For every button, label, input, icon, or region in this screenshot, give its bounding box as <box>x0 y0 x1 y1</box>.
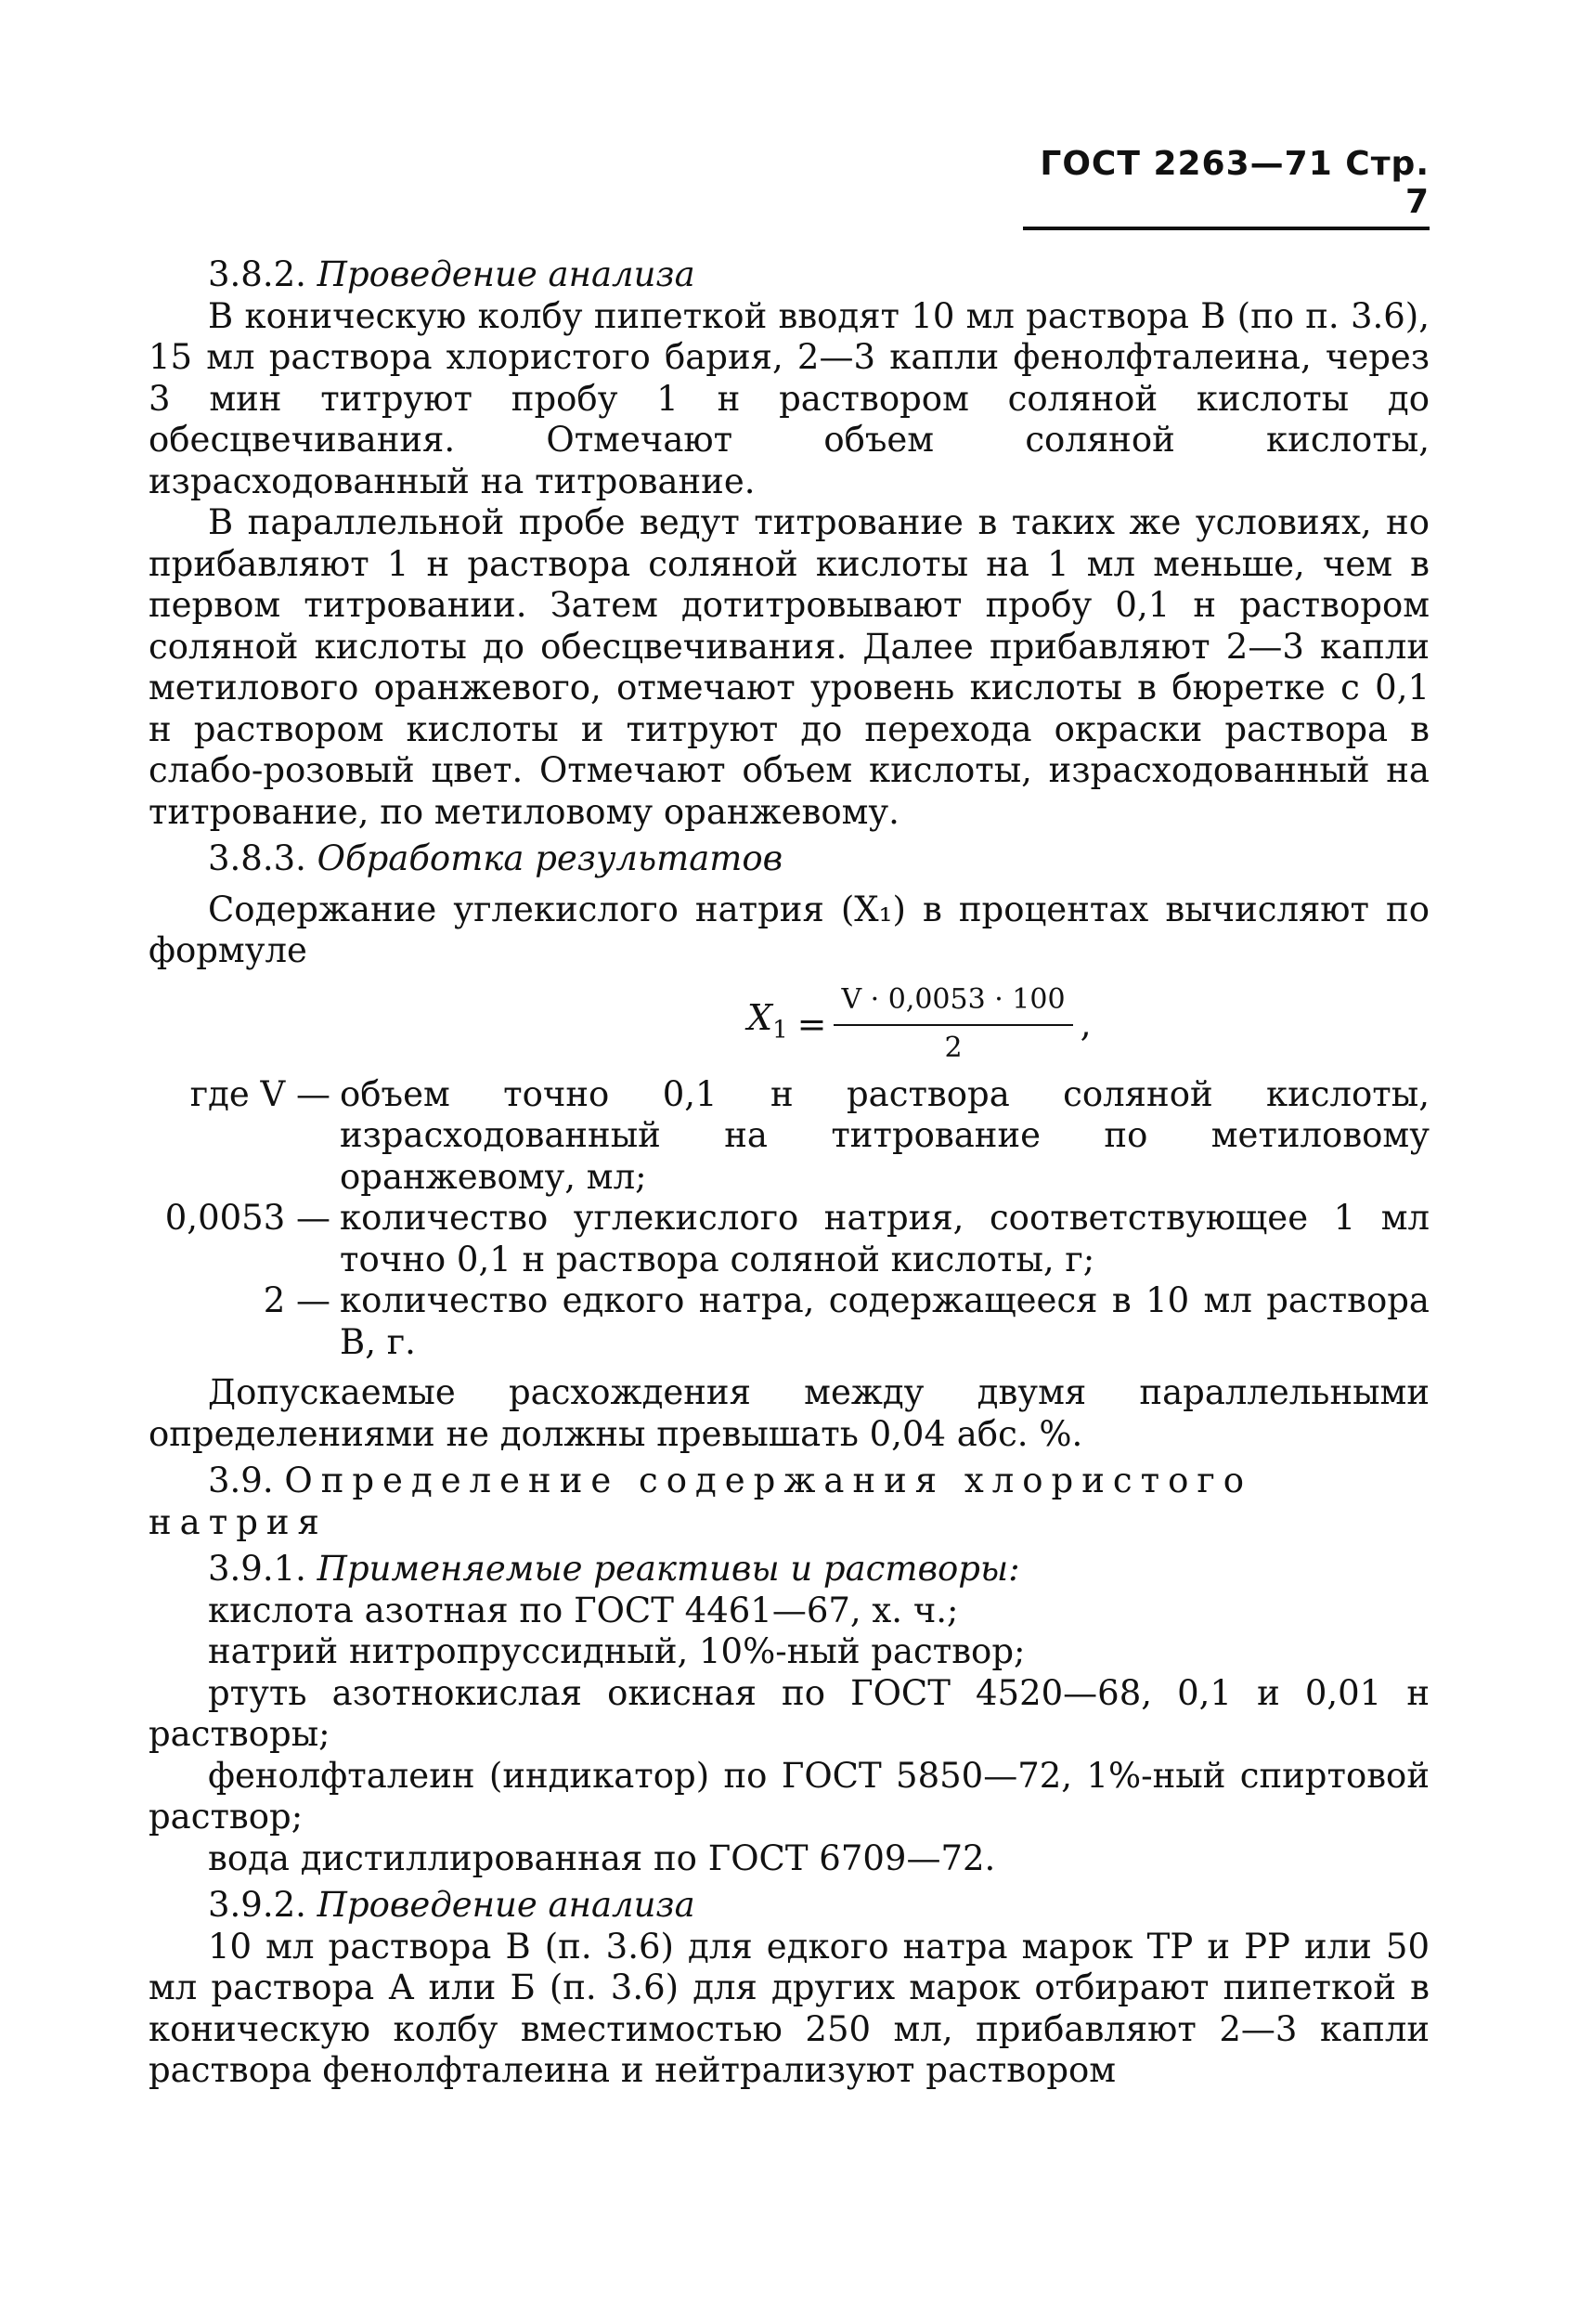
definition-item <box>149 1280 1430 1363</box>
definition-item <box>149 1198 1430 1280</box>
definition-text: объем точно 0,1 н раствора соляной кислоты, израсходованный на титрование по метиловому оранжевому, мл; <box>340 1073 1430 1197</box>
section-title: Проведение анализа <box>317 1885 695 1925</box>
section-number: 3.8.3. <box>208 838 306 878</box>
list-item: фенолфталеин (индикатор) по ГОСТ 5850—72, 1%-ный спиртовой раствор; <box>149 1755 1430 1837</box>
formula-intro: Содержание углекислого натрия (X₁) в процентах вычисляют по формуле <box>149 889 1430 970</box>
formula-fraction <box>834 980 1072 1070</box>
definition-text: количество едкого натра, содержащееся в 10 мл раствора В, г. <box>340 1280 1430 1362</box>
section-heading-3-9-2 <box>149 1885 1430 1927</box>
section-title: Определение содержания хлористого натрия <box>149 1461 1253 1542</box>
list-item: ртуть азотнокислая окисная по ГОСТ 4520—68, 0,1 и 0,01 н растворы; <box>149 1672 1430 1754</box>
section-heading-3-9-1 <box>149 1549 1430 1590</box>
formula-subscript: 1 <box>772 1016 788 1045</box>
formula-denominator: 2 <box>944 1032 963 1064</box>
formula <box>747 980 1092 1070</box>
list-item: кислота азотная по ГОСТ 4461—67, х. ч.; <box>208 1590 959 1630</box>
paragraph: В коническую колбу пипеткой вводят 10 мл раствора В (по п. 3.6), 15 мл раствора хлористого бария, 2—3 капли фенолфталеина, через 3 мин титруют пробу 1 н раствором соляной кислоты до обесцвечивания. Отмечают объем соляной кислоты, израсходованный на титрование. <box>149 295 1430 501</box>
formula-lhs <box>747 997 788 1051</box>
section-heading-3-9 <box>149 1461 1430 1543</box>
list-item: натрий нитропруссидный, 10%-ный раствор; <box>208 1631 1026 1671</box>
section-number: 3.9.1. <box>208 1549 306 1589</box>
definition-text: количество углекислого натрия, соответствующее 1 мл точно 0,1 н раствора соляной кислоты, г; <box>340 1198 1430 1279</box>
section-heading-3-8-3 <box>149 838 1430 880</box>
formula-numerator: V · 0,0053 · 100 <box>834 980 1072 1027</box>
formula-block <box>149 976 1430 1069</box>
body-text <box>149 249 1430 2092</box>
reagents-list <box>149 1590 1430 1880</box>
page-header: ГОСТ 2263—71 Стр. 7 <box>1023 145 1430 230</box>
section-number: 3.8.2. <box>208 254 306 294</box>
formula-comma: , <box>1080 1003 1092 1045</box>
definition-symbol: где V — <box>189 1073 330 1114</box>
section-title: Обработка результатов <box>317 838 783 878</box>
paragraph: В параллельной пробе ведут титрование в таких же условиях, но прибавляют 1 н раствора соляной кислоты на 1 мл меньше, чем в первом титровании. Затем дотитровывают пробу 0,1 н раствором соляной кислоты до обесцвечивания. Далее прибавляют 2—3 капли метилового оранжевого, отмечают уровень кислоты в бюретке с 0,1 н раствором кислоты и титруют до перехода окраски раствора в слабо-розовый цвет. Отмечают объем кислоты, израсходованный на титрование, по метиловому оранжевому. <box>149 502 1430 832</box>
section-title: Проведение анализа <box>317 254 695 294</box>
definition-symbol: 0,0053 — <box>164 1198 330 1238</box>
formula-equals: = <box>796 1003 827 1045</box>
definition-symbol: 2 — <box>263 1280 330 1320</box>
formula-variable: X <box>747 996 773 1038</box>
section-number: 3.9. <box>208 1461 274 1500</box>
paragraph: Допускаемые расхождения между двумя параллельными определениями не должны превышать 0,04 абс. %. <box>149 1372 1430 1454</box>
formula-definitions <box>149 1074 1430 1364</box>
section-title: Применяемые реактивы и растворы: <box>317 1549 1020 1589</box>
definition-item <box>149 1074 1430 1199</box>
paragraph: 10 мл раствора В (п. 3.6) для едкого натра марок ТР и РР или 50 мл раствора А или Б (п. 3.6) для других марок отбирают пипеткой в коническую колбу вместимостью 250 мл, прибавляют 2—3 капли раствора фенолфталеина и нейтрализуют раствором <box>149 1926 1430 2090</box>
section-heading-3-8-2 <box>149 254 1430 296</box>
list-item: вода дистиллированная по ГОСТ 6709—72. <box>208 1837 996 1878</box>
section-number: 3.9.2. <box>208 1885 306 1925</box>
